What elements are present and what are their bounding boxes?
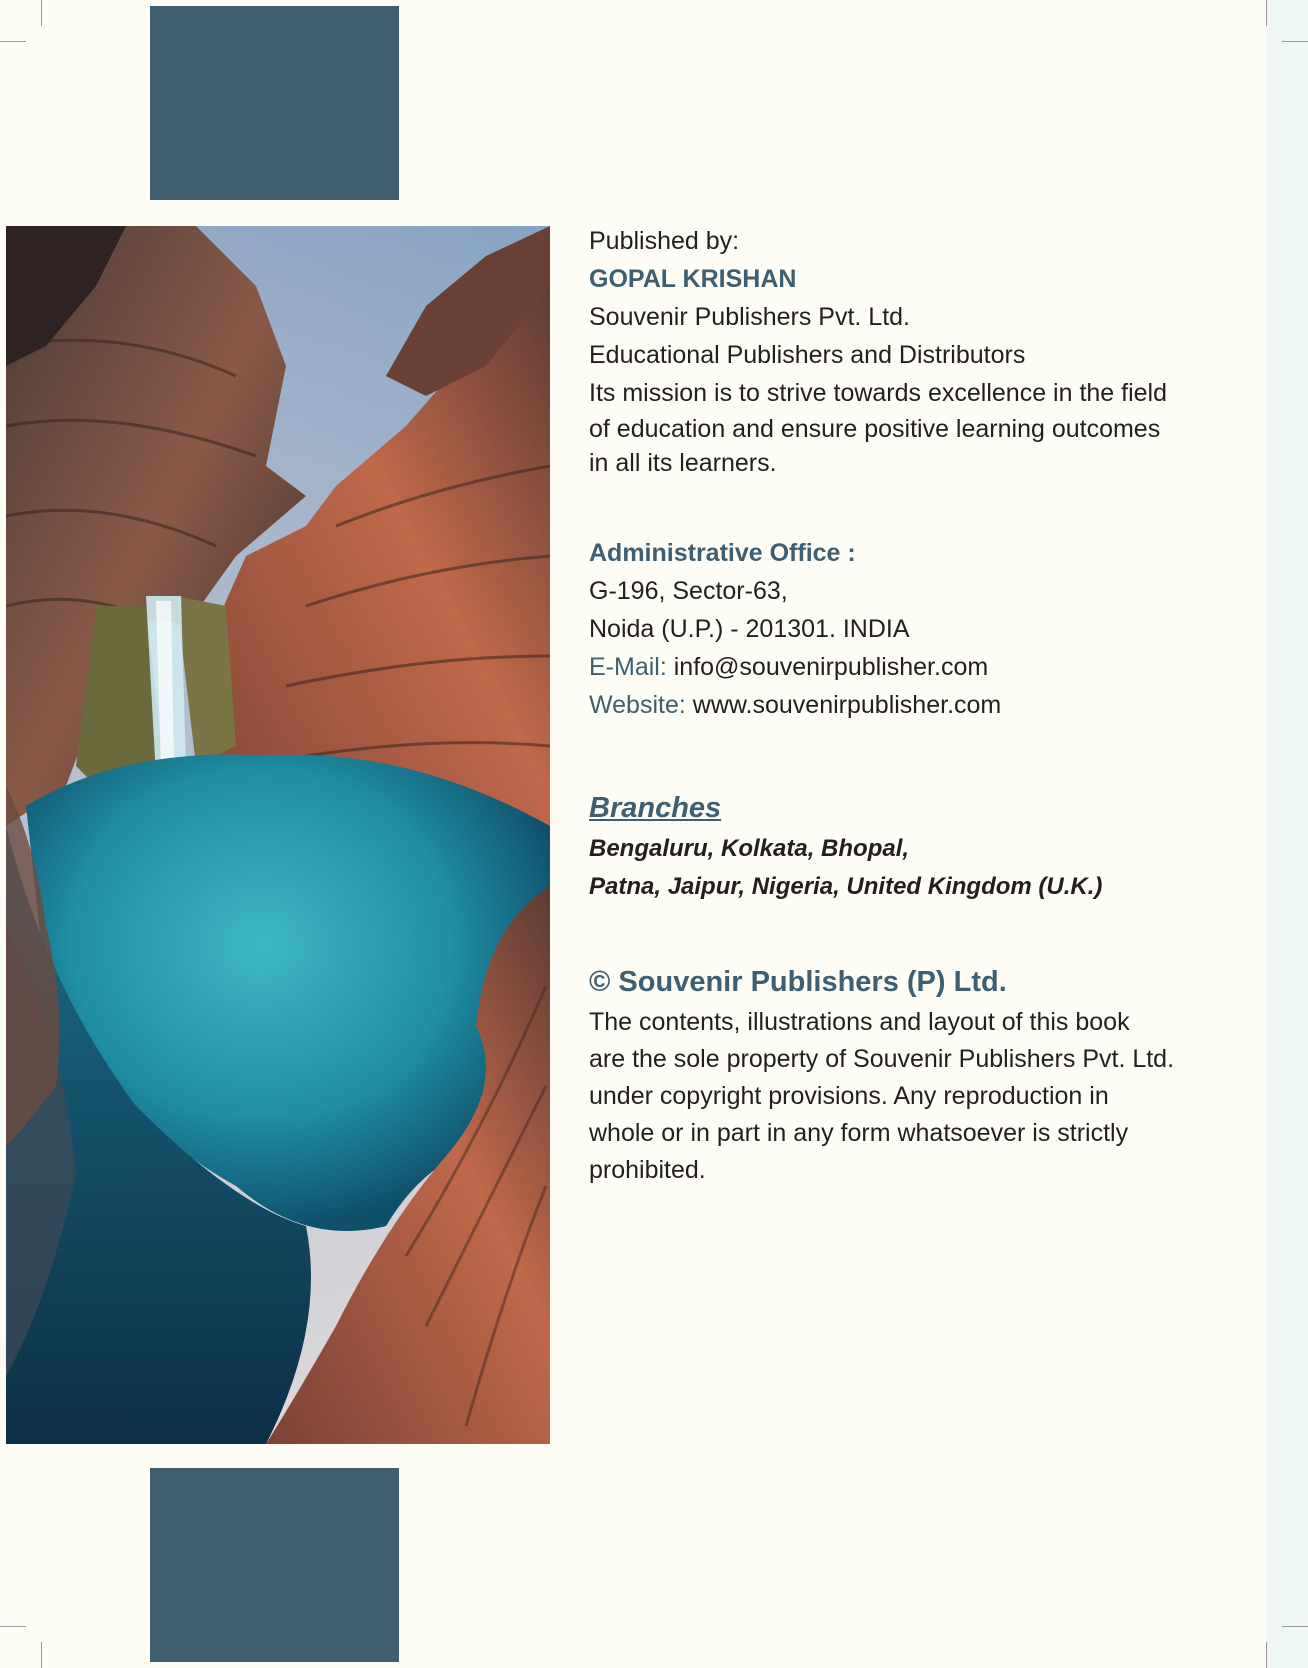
- crop-mark: [1266, 1642, 1267, 1668]
- bleed-strip: [1266, 0, 1308, 1668]
- crop-mark: [41, 0, 42, 26]
- crop-mark: [1282, 1626, 1308, 1627]
- company-name: Souvenir Publishers Pvt. Ltd.: [589, 303, 910, 331]
- branches-line: Patna, Jaipur, Nigeria, United Kingdom (U.K.): [589, 873, 1103, 900]
- mission-line: in all its learners.: [589, 449, 777, 477]
- canyon-waterfall-photo: [6, 226, 550, 1444]
- address-line: G-196, Sector-63,: [589, 577, 788, 605]
- publisher-info: [589, 222, 1209, 1189]
- copyright-line: under copyright provisions. Any reproduction in: [589, 1082, 1109, 1110]
- branches-heading: Branches: [589, 792, 722, 824]
- copyright-line: The contents, illustrations and layout of this book: [589, 1008, 1130, 1036]
- mission-line: Its mission is to strive towards excellence in the field: [589, 379, 1168, 407]
- office-section: [589, 534, 1209, 724]
- office-heading: Administrative Office :: [589, 539, 856, 567]
- crop-mark: [0, 41, 26, 42]
- copyright-line: are the sole property of Souvenir Publishers Pvt. Ltd.: [589, 1045, 1175, 1073]
- crop-mark: [0, 1626, 26, 1627]
- branches-section: [589, 786, 1209, 906]
- copyright-section: [589, 960, 1209, 1189]
- publisher-name: GOPAL KRISHAN: [589, 265, 797, 293]
- copyright-line: prohibited.: [589, 1156, 706, 1184]
- website-row: [589, 686, 1209, 724]
- copyright-line: whole or in part in any form whatsoever is strictly: [589, 1119, 1129, 1147]
- published-by-label: Published by:: [589, 227, 740, 255]
- email-address[interactable]: info@souvenirpublisher.com: [673, 653, 989, 681]
- email-row: [589, 648, 1209, 686]
- branches-line: Bengaluru, Kolkata, Bhopal,: [589, 835, 910, 862]
- email-label: E-Mail:: [589, 653, 667, 681]
- crop-mark: [41, 1642, 42, 1668]
- decorative-block-top: [150, 6, 399, 200]
- website-label: Website:: [589, 691, 686, 719]
- copyright-heading: © Souvenir Publishers (P) Ltd.: [589, 966, 1007, 998]
- website-url[interactable]: www.souvenirpublisher.com: [692, 691, 1002, 719]
- crop-mark: [1282, 41, 1308, 42]
- decorative-block-bottom: [150, 1468, 399, 1662]
- address-line: Noida (U.P.) - 201301. INDIA: [589, 615, 910, 643]
- crop-mark: [1266, 0, 1267, 26]
- company-tagline: Educational Publishers and Distributors: [589, 341, 1026, 369]
- mission-line: of education and ensure positive learning outcomes: [589, 415, 1161, 443]
